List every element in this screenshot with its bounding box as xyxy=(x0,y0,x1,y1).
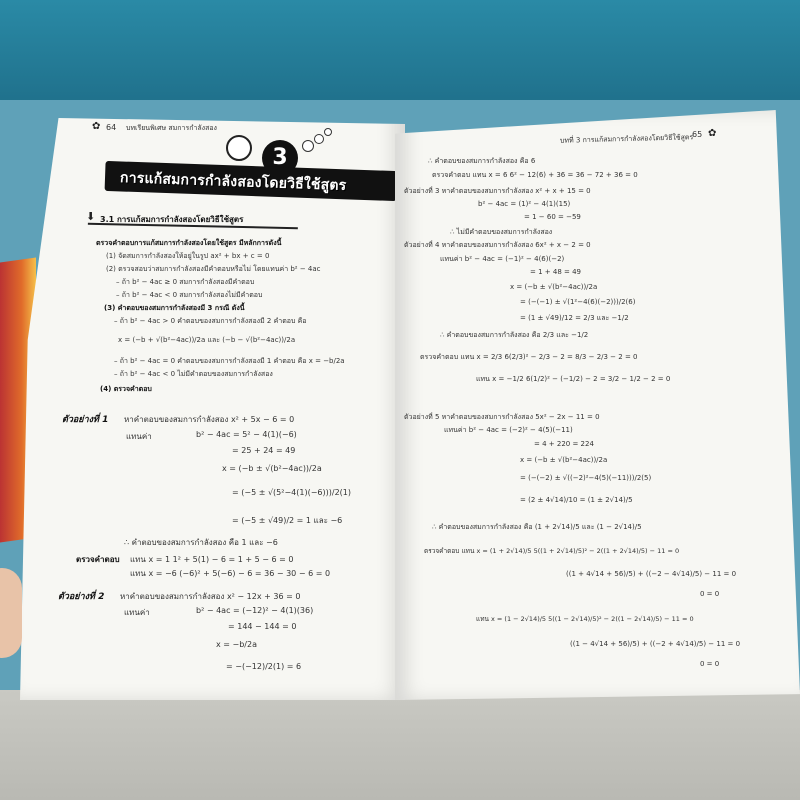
math-line: b² − 4ac = (−12)² − 4(1)(36) xyxy=(196,606,314,615)
bubble-icon xyxy=(302,140,314,152)
intro-text: ตรวจคำตอบการแก้สมการกำลังสองโดยใช้สูตร มีหลักการดังนี้ xyxy=(96,239,282,247)
example-2-problem: หาคำตอบของสมการกำลังสอง x² − 12x + 36 = 0 xyxy=(120,592,301,601)
step-line: (2) ตรวจสอบว่าสมการกำลังสองมีคำตอบหรือไม่ โดยแทนค่า b² − 4ac xyxy=(106,265,321,273)
math-line: x = −b/2a xyxy=(216,640,257,649)
check-line: แทน x = −1/2 6(1/2)² − (−1/2) − 2 = 3/2 − 1/2 − 2 = 0 xyxy=(476,375,671,383)
bubble-icon xyxy=(314,134,324,144)
step-line: (3) คำตอบของสมการกำลังสองมี 3 กรณี ดังนี้ xyxy=(104,304,245,312)
math-line: = 1 − 60 = −59 xyxy=(524,213,581,221)
math-line: x = (−b ± √(b²−4ac))/2a xyxy=(222,464,322,473)
math-line: แทนค่า b² − 4ac = (−1)² − 4(6)(−2) xyxy=(440,255,565,263)
section-marker-icon: ⬇ xyxy=(86,210,96,223)
math-line: x = (−b ± √(b²−4ac))/2a xyxy=(520,456,608,464)
left-running-head: บทเรียนพิเศษ สมการกำลังสอง xyxy=(126,124,217,132)
check-line: 0 = 0 xyxy=(700,660,720,668)
left-page-number: 64 xyxy=(106,123,117,132)
math-line: = (−(−1) ± √(1²−4(6)(−2)))/2(6) xyxy=(520,298,636,306)
math-line: = 25 + 24 = 49 xyxy=(232,446,296,455)
check-label: ตรวจคำตอบ xyxy=(76,555,120,564)
math-line: = 144 − 144 = 0 xyxy=(228,622,297,631)
check-line: ตรวจคำตอบ แทน x = 2/3 6(2/3)² − 2/3 − 2 = 8/3 − 2/3 − 2 = 0 xyxy=(420,353,638,361)
chapter-title: การแก้สมการกำลังสองโดยวิธีใช้สูตร xyxy=(119,170,347,194)
math-line: = (1 ± √49)/12 = 2/3 และ −1/2 xyxy=(520,314,629,322)
example-line: ตัวอย่างที่ 3 หาคำตอบของสมการกำลังสอง x² + x + 15 = 0 xyxy=(404,187,591,195)
step-line: – ถ้า b² − 4ac = 0 คำตอบของสมการกำลังสองมี 1 คำตอบ คือ x = −b/2a xyxy=(114,357,345,365)
substitute-label: แทนค่า xyxy=(124,608,150,617)
example-1-conclusion: ∴ คำตอบของสมการกำลังสอง คือ 1 และ −6 xyxy=(124,538,278,547)
math-line: = (−(−2) ± √((−2)²−4(5)(−11)))/2(5) xyxy=(520,474,652,482)
check-line: ตรวจคำตอบ แทน x = 6 6² − 12(6) + 36 = 36 − 72 + 36 = 0 xyxy=(432,171,638,179)
flower-icon: ✿ xyxy=(92,121,101,132)
math-line: = (−5 ± √(5²−4(1)(−6)))/2(1) xyxy=(232,488,351,497)
check-line: ((1 + 4√14 + 56)/5) + ((−2 − 4√14)/5) − 11 = 0 xyxy=(566,570,737,578)
math-line: = 1 + 48 = 49 xyxy=(530,268,581,276)
step-line: (1) จัดสมการกำลังสองให้อยู่ในรูป ax² + bx + c = 0 xyxy=(106,252,270,260)
thumb xyxy=(0,568,22,658)
step-line: – ถ้า b² − 4ac < 0 สมการกำลังสองไม่มีคำตอบ xyxy=(116,291,263,299)
check-line: แทน x = (1 − 2√14)/5 5((1 − 2√14)/5)² − 2((1 − 2√14)/5) − 11 = 0 xyxy=(476,615,694,623)
math-line: = (−5 ± √49)/2 = 1 และ −6 xyxy=(232,516,343,525)
math-line: b² − 4ac = 5² − 4(1)(−6) xyxy=(196,430,297,439)
step-line: – ถ้า b² − 4ac > 0 คำตอบของสมการกำลังสองมี 2 คำตอบ คือ xyxy=(114,317,307,325)
bubble-icon xyxy=(324,128,332,136)
step-line: – ถ้า b² − 4ac ≥ 0 สมการกำลังสองมีคำตอบ xyxy=(116,278,255,286)
step-line: (4) ตรวจคำตอบ xyxy=(100,385,152,393)
math-line: = 4 + 220 = 224 xyxy=(534,440,594,448)
check-line: ตรวจคำตอบ แทน x = (1 + 2√14)/5 5((1 + 2√14)/5)² − 2((1 + 2√14)/5) − 11 = 0 xyxy=(424,547,680,555)
math-line: ∴ คำตอบของสมการกำลังสอง คือ 2/3 และ −1/2 xyxy=(440,331,589,339)
math-line: ∴ ไม่มีคำตอบของสมการกำลังสอง xyxy=(450,228,553,236)
check-line: ((1 − 4√14 + 56)/5) + ((−2 + 4√14)/5) − 11 = 0 xyxy=(570,640,741,648)
mascot-icon xyxy=(226,135,252,161)
math-line: แทนค่า b² − 4ac = (−2)² − 4(5)(−11) xyxy=(444,426,573,434)
check-line: แทน x = 1 1² + 5(1) − 6 = 1 + 5 − 6 = 0 xyxy=(130,555,294,564)
example-line: ตัวอย่างที่ 5 หาคำตอบของสมการกำลังสอง 5x² − 2x − 11 = 0 xyxy=(404,413,600,421)
math-line: ∴ คำตอบของสมการกำลังสอง คือ 6 xyxy=(428,157,536,165)
math-line: x = (−b ± √(b²−4ac))/2a xyxy=(510,283,598,291)
example-line: ตัวอย่างที่ 4 หาคำตอบของสมการกำลังสอง 6x² + x − 2 = 0 xyxy=(404,241,591,249)
step-line: – ถ้า b² − 4ac < 0 ไม่มีคำตอบของสมการกำลังสอง xyxy=(114,370,273,378)
formula-line: x = (−b + √(b²−4ac))/2a และ (−b − √(b²−4ac))/2a xyxy=(118,336,296,344)
math-line: = (2 ± 4√14)/10 = (1 ± 2√14)/5 xyxy=(520,496,633,504)
example-2-label: ตัวอย่างที่ 2 xyxy=(58,592,105,602)
substitute-label: แทนค่า xyxy=(126,432,152,441)
math-line: ∴ คำตอบของสมการกำลังสอง คือ (1 + 2√14)/5 และ (1 − 2√14)/5 xyxy=(432,523,642,531)
math-line: = −(−12)/2(1) = 6 xyxy=(226,662,302,671)
example-1-label: ตัวอย่างที่ 1 xyxy=(62,415,109,425)
background-bottom xyxy=(0,690,800,800)
example-1-problem: หาคำตอบของสมการกำลังสอง x² + 5x − 6 = 0 xyxy=(124,415,295,424)
check-line: แทน x = −6 (−6)² + 5(−6) − 6 = 36 − 30 − 6 = 0 xyxy=(130,569,331,578)
flower-icon: ✿ xyxy=(708,128,717,139)
right-page-number: 65 xyxy=(692,130,703,139)
background-top xyxy=(0,0,800,110)
section-title: 3.1 การแก้สมการกำลังสองโดยวิธีใช้สูตร xyxy=(100,215,244,224)
chapter-number: 3 xyxy=(262,140,298,176)
math-line: b² − 4ac = (1)² − 4(1)(15) xyxy=(478,200,571,208)
check-line: 0 = 0 xyxy=(700,590,720,598)
right-page xyxy=(395,110,800,700)
right-running-head: บทที่ 3 การแก้สมการกำลังสองโดยวิธีใช้สูตร xyxy=(559,133,694,145)
